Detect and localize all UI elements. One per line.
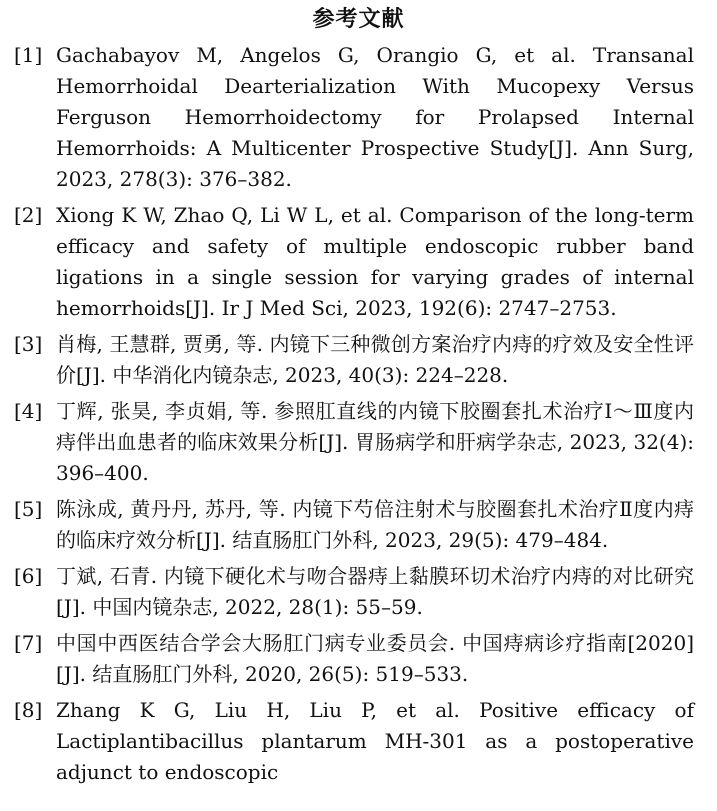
reference-item bbox=[14, 329, 694, 391]
reference-item bbox=[14, 40, 694, 195]
reference-item bbox=[14, 561, 694, 623]
reference-list bbox=[14, 40, 694, 793]
reference-number: [5] bbox=[14, 497, 43, 521]
reference-text: 中国中西医结合学会大肠肛门病专业委员会. 中国痔病诊疗指南[2020][J]. 结直肠肛门外科, 2020, 26(5): 519–533. bbox=[56, 631, 694, 686]
reference-text: 陈泳成, 黄丹丹, 苏丹, 等. 内镜下芍倍注射术与胶圈套扎术治疗Ⅱ度内痔的临床疗效分析[J]. 结直肠肛门外科, 2023, 29(5): 479–484. bbox=[56, 497, 694, 552]
reference-number: [4] bbox=[14, 399, 43, 423]
reference-text: Gachabayov M, Angelos G, Orangio G, et al. Transanal Hemorrhoidal Dearterialization With Mucopexy Versus Ferguson Hemorrhoidectomy for Prolapsed Internal Hemorrhoids: A Multicenter Prospective Study[J]. Ann Surg, 2023, 278(3): 376–382. bbox=[56, 43, 694, 191]
reference-item bbox=[14, 494, 694, 556]
reference-item bbox=[14, 628, 694, 690]
reference-number: [3] bbox=[14, 332, 43, 356]
reference-text: 肖梅, 王慧群, 贾勇, 等. 内镜下三种微创方案治疗内痔的疗效及安全性评价[J]. 中华消化内镜杂志, 2023, 40(3): 224–228. bbox=[56, 332, 694, 387]
reference-number: [1] bbox=[14, 43, 43, 67]
reference-item bbox=[14, 695, 694, 788]
section-title: 参考文献 bbox=[312, 7, 405, 32]
reference-text: Xiong K W, Zhao Q, Li W L, et al. Comparison of the long-term efficacy and safety of multiple endoscopic rubber band ligations in a single session for varying grades of internal hemorrhoids[J]. Ir J Med Sci, 2023, 192(6): 2747–2753. bbox=[56, 203, 694, 320]
reference-text: 丁斌, 石青. 内镜下硬化术与吻合器痔上黏膜环切术治疗内痔的对比研究[J]. 中国内镜杂志, 2022, 28(1): 55–59. bbox=[56, 564, 694, 619]
reference-text: Zhang K G, Liu H, Liu P, et al. Positive efficacy of Lactiplantibacillus plantarum MH-301 as a postoperative adjunct to endoscopic bbox=[56, 698, 694, 784]
reference-item bbox=[14, 396, 694, 489]
reference-number: [7] bbox=[14, 631, 43, 655]
reference-item bbox=[14, 200, 694, 324]
reference-number: [6] bbox=[14, 564, 43, 588]
reference-number: [8] bbox=[14, 698, 43, 722]
reference-text: 丁辉, 张昊, 李贞娟, 等. 参照肛直线的内镜下胶圈套扎术治疗Ⅰ～Ⅲ度内痔伴出血患者的临床效果分析[J]. 胃肠病学和肝病学杂志, 2023, 32(4): 396–400. bbox=[56, 399, 694, 485]
reference-number: [2] bbox=[14, 203, 43, 227]
